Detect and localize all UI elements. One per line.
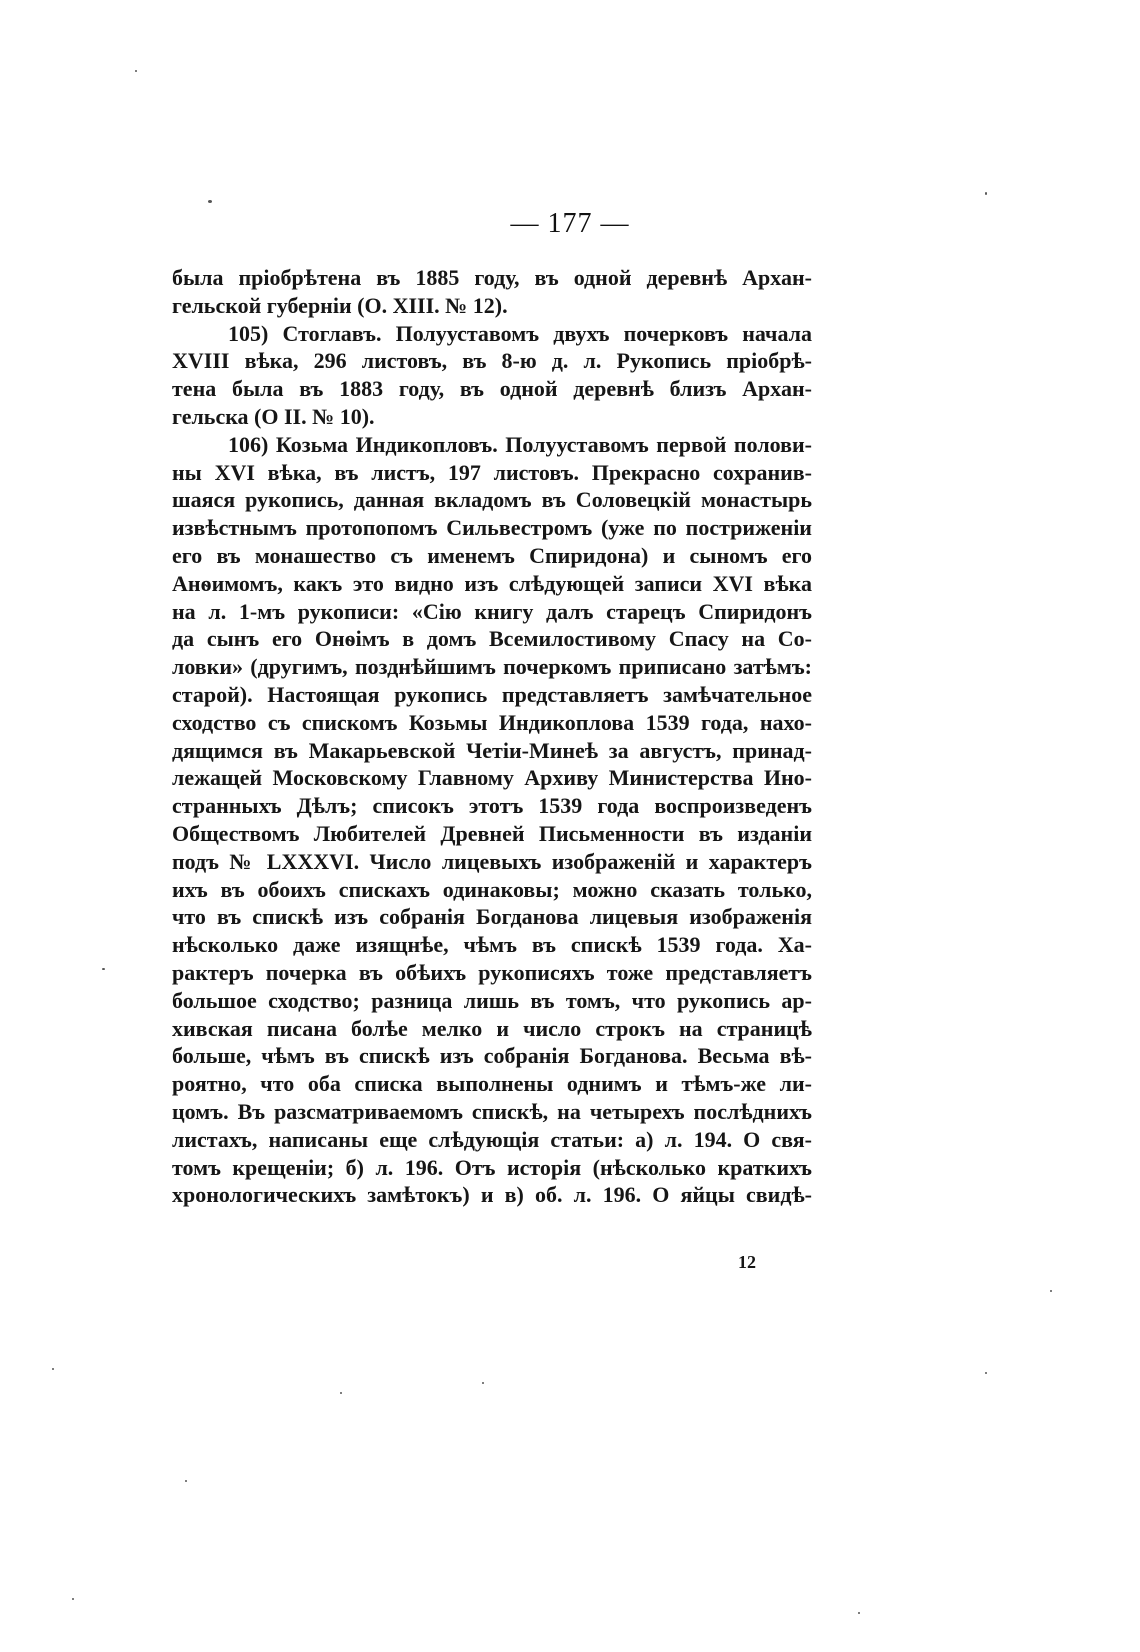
text-line: его въ монашество съ именемъ Спиридона) и сыномъ его (172, 542, 812, 568)
scan-speck (185, 1480, 187, 1482)
text-line: хивская писана болѣе мелко и число строкъ на страницѣ (172, 1015, 812, 1041)
text-line: шаяся рукопись, данная вкладомъ въ Соловецкій монастырь (172, 487, 812, 513)
text-line: 105) Стоглавъ. Полууставомъ двухъ почерковъ начала (228, 320, 812, 346)
text-line: странныхъ Дѣлъ; списокъ этотъ 1539 года воспроизведенъ (172, 793, 812, 819)
text-line: гельска (О II. № 10). (172, 403, 375, 429)
text-line: ловки» (другимъ, позднѣйшимъ почеркомъ приписано затѣмъ: (172, 654, 812, 680)
signature-mark: 12 (738, 1252, 756, 1272)
text-line: большое сходство; разница лишь въ томъ, что рукопись ар- (172, 987, 812, 1013)
text-line: да сынъ его Онѳімъ в домъ Всемилостивому Спасу на Со- (172, 626, 812, 652)
text-line: больше, чѣмъ въ спискѣ изъ собранія Богданова. Весьма вѣ- (172, 1043, 812, 1069)
page-number: — 177 — (510, 208, 630, 239)
text-line: гельской губерніи (О. XIII. № 12). (172, 292, 508, 318)
scan-speck (72, 1598, 74, 1600)
text-line: нѣсколько даже изящнѣе, чѣмъ въ спискѣ 1539 года. Ха- (172, 932, 812, 958)
text-line: 106) Козьма Индикопловъ. Полууставомъ первой полови- (228, 431, 812, 457)
text-line: рактеръ почерка въ обѣихъ рукописяхъ тоже представляетъ (172, 959, 812, 985)
text-line: была пріобрѣтена въ 1885 году, въ одной деревнѣ Архан- (172, 265, 812, 290)
text-line: ны XVI вѣка, въ листъ, 197 листовъ. Прекрасно сохранив- (172, 459, 812, 485)
text-line: хронологическихъ замѣтокъ) и в) об. л. 196. О яйцы свидѣ- (172, 1182, 812, 1208)
scan-speck (102, 968, 105, 970)
scan-speck (1050, 1290, 1052, 1292)
text-line: листахъ, написаны еще слѣдующія статьи: а) л. 194. О свя- (172, 1126, 812, 1152)
text-line: Анѳимомъ, какъ это видно изъ слѣдующей записи XVI вѣка (172, 570, 812, 596)
text-line: извѣстнымъ протопопомъ Сильвестромъ (уже по постриженіи (172, 515, 812, 541)
text-line: роятно, что оба списка выполнены однимъ и тѣмъ-же ли- (172, 1071, 812, 1097)
text-line: тена была въ 1883 году, въ одной деревнѣ близъ Архан- (172, 376, 812, 402)
text-line: что въ спискѣ изъ собранія Богданова лицевыя изображенія (172, 904, 812, 930)
text-line: на л. 1-мъ рукописи: «Сію книгу далъ старецъ Спиридонъ (172, 598, 812, 624)
text-line: цомъ. Въ разсматриваемомъ спискѣ, на четырехъ послѣднихъ (172, 1098, 812, 1124)
scan-speck (208, 200, 212, 203)
scan-speck (985, 1372, 987, 1374)
scan-speck (340, 1392, 342, 1394)
text-line: подъ № LXXXVI. Число лицевыхъ изображеній и характеръ (172, 848, 812, 874)
text-line: XVIII вѣка, 296 листовъ, въ 8-ю д. л. Рукопись пріобрѣ- (172, 348, 812, 374)
text-line: старой). Настоящая рукопись представляетъ замѣчательное (172, 681, 812, 707)
text-line: ихъ въ обоихъ спискахъ одинаковы; можно сказать только, (172, 876, 812, 902)
body-text (172, 264, 812, 1209)
text-line: сходство съ спискомъ Козьмы Индикоплова 1539 года, нахо- (172, 709, 812, 735)
scan-speck (135, 70, 137, 72)
text-line: лежащей Московскому Главному Архиву Министерства Ино- (172, 765, 812, 791)
text-line: Обществомъ Любителей Древней Письменности въ изданіи (172, 820, 812, 846)
text-line: томъ крещеніи; б) л. 196. Отъ исторія (нѣсколько краткихъ (172, 1154, 812, 1180)
text-line: дящимся въ Макарьевской Четіи-Минеѣ за августъ, принад- (172, 737, 812, 763)
scan-speck (858, 1612, 860, 1614)
scan-speck (52, 1368, 54, 1370)
scan-speck (482, 1382, 484, 1384)
scan-speck (985, 192, 987, 195)
